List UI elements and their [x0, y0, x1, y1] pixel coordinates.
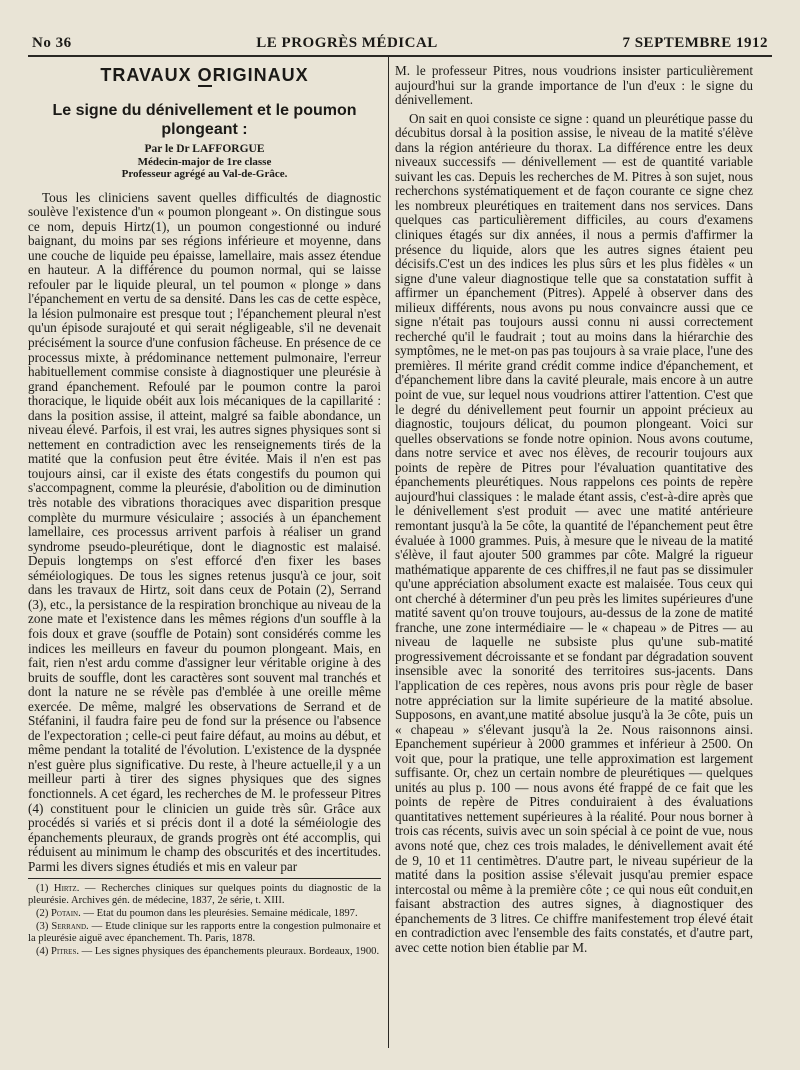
issue-date: 7 SEPTEMBRE 1912: [622, 35, 768, 51]
footnote-author: (4) Pitres.: [36, 946, 79, 958]
body-paragraph: M. le professeur Pitres, nous voudrions insister particulièrement aujourd'hui sur la grande importance de l'un d'eux : le signe du dénivellement.: [395, 64, 753, 108]
affiliation-line-1: Médecin-major de 1re classe: [137, 155, 272, 168]
footnote: [28, 883, 381, 907]
footnote-author: (1) Hirtz.: [36, 883, 80, 895]
affiliation-line-2: Professeur agrégé au Val-de-Grâce.: [121, 168, 288, 181]
article-title: Le signe du dénivellement et le poumon plongeant :: [52, 101, 357, 138]
footnote: [28, 946, 381, 958]
footnotes: [28, 883, 381, 958]
footnote-text: — Les signes physiques des épanchements pleuraux. Bordeaux, 1900.: [79, 946, 380, 958]
right-column: [395, 64, 753, 1048]
running-header: [32, 28, 768, 52]
section-title: TRAVAUX ORIGINAUX: [100, 65, 309, 85]
body-paragraph: On sait en quoi consiste ce signe : quand un pleurétique passe du décubitus dorsal à la position assise, le niveau de la matité s'élève dans la région antérieure du thorax. La différence entre les deux niveaux successifs — dénivellement — est de quantité variable suivant les cas. Depuis les recherches de M. Pitres à son sujet, nous recherchons systématiquement et de façon courante ce signe chez les nombreux pleurétiques en traitement dans nos services. Dans quelques cas particulièrement difficiles, au cours d'examens cliniques étagés sur dix années, il nous a permis d'affirmer la présence du liquide, alors que les autres signes étaient peu décisifs.C'est un des indices les plus sûrs et les plus fidèles « un signe d'une valeur diagnostique telle que sa constatation suffit à affirmer un épanchement (Pitres). Appelé à observer dans des milieux différents, nous avons pu nous convaincre aussi que ce signe n'était pas toujours aussi connu ni aussi correctement recherché qu'il le faudrait ; tout au moins dans la hiérarchie des symptômes, ne le met-on pas pas toujours à sa vraie place, l'une des premières. Il mérite grand crédit comme indice d'épanchement, et d'épanchement libre dans la cavité pleurale, mais encore à un autre point de vue, sur lequel nous voudrions attirer l'attention. C'est que le degré du dénivellement peut fournir un appoint précieux au diagnostic, toujours délicat, du poumon plongeant. Voici sur quelles observations se fonde notre opinion. Nous avons coutume, dans notre service et avec nos élèves, de recourir toujours aux points de repère de Pitres pour l'évaluation quantitative des épanchements pleurétiques. Nous rappelons ces points de repère aujourd'hui classiques : le malade étant assis, c'est-à-dire après que le dénivellement s'est produit — avec une matité antérieure remontant jusqu'à la 5e côte, la quantité de l'épanchement peut être évaluée à 1000 grammes. Puis, à mesure que le niveau de la matité s'élève, il faut ajouter 500 grammes par côte. Malgré la rigueur mathématique apparente de ces chiffres,il ne faut pas se dissimuler qu'une appréciation absolument exacte est malaisée. Tous ceux qui ont cherché à déterminer d'un peu près les limites supérieures d'une matité savent qu'on trouve toujours, au-dessus de la zone de matité franche, une zone intermédiaire — le « chapeau » de Pitres — au niveau de laquelle ne subsiste plus qu'une sub-matité progressivement décroissante et se fondant par dégradation souvent insensible avec la sonorité des territoires sus-jacents. Dans l'application de ces repères, nous avons pris pour règle de baser notre appréciation sur la limite supérieure de la matité absolue. Supposons, en avant,une matité absolue jusqu'à la 3e côte, puis un « chapeau » s'élevant jusqu'à la 2e. Nous raisonnons ainsi. Epanchement supérieur à 2000 grammes et inférieur à 2500. On voit que, pour la pratique, une telle approximation est largement suffisante. Or, chez un certain nombre de pleurétiques — quelques unités au plus p. 100 — nous avons été frappé de ce fait que les points de repère de Pitres conduiraient à des évaluations quantitatives nettement supérieures à la réalité. Pour nous borner à trois cas récents, suivis avec un soin spécial à ce point de vue, nous avons noté que, chez ces trois malades, le dénivellement avait été de 9, 10 et 11 centimètres. D'autre part, le niveau supérieur de la matité dans la position assise s'élevait jusqu'au premier espace intercostal ou même à la première côte ; ce qui nous eût conduit,en faisant abstraction des autres signes, à diagnostiquer des épanchements de 3 litres. Ce chiffre manifestement trop élevé était en contradiction avec l'ensemble des faits constatés, et d'autre part, avec cette notion bien établie par M.: [395, 110, 753, 955]
body-paragraph: Tous les cliniciens savent quelles difficultés de diagnostic soulève l'existence d'un « poumon plongeant ». On distingue sous ce nom, depuis Hirtz(1), un poumon congestionné ou induré baignant, du moins par ses régions inférieure et moyenne, dans une couche de liquide peu épaisse, lamellaire, mais assez étendue en hauteur. A la différence du poumon normal, qui se laisse refouler par le liquide pleural, un tel poumon « plonge » dans l'épanchement en vertu de sa densité. Dans les cas de cette espèce, la lésion pulmonaire est presque tout ; l'épanchement pleural n'est qu'un épisode surajouté et qui serait négligeable, s'il ne devenait précisément la source d'une confusion fâcheuse. En présence de ce processus mixte, à prédominance nettement pulmonaire, l'erreur habituellement commise consiste à diagnostiquer une pleurésie à grand épanchement. Refoulé par le poumon contre la paroi thoracique, le liquide obéit aux lois mécaniques de la capillarité : dans la position assise, il atteint, malgré sa faible abondance, un niveau élevé. Parfois, il est vrai, les autres signes physiques sont si nettement en contradiction avec les renseignements tirés de la matité que la confusion peut être évitée. Mais il n'en est pas toujours ainsi, car il existe des états congestifs du poumon qui s'accompagnent, comme la pleurésie, d'abolition ou de diminution très notable des vibrations thoraciques avec disparition presque complète du murmure vésiculaire ; associés à un épanchement lamellaire, ces processus arrivent parfois à réaliser un grand syndrome pseudo-pleurétique, dont le diagnostic est malaisé. Depuis longtemps on s'est efforcé d'en fixer les bases séméiologiques. De tous les signes retenus jusqu'à ce jour, soit dans les travaux de Hirtz, soit dans ceux de Potain (2), Serrand (3), etc., la persistance de la respiration bronchique au niveau de la zone mate et l'existence dans les mêmes régions d'un souffle à la fois doux et grave (souffle de Potain) sont considérés comme les indices les meilleurs en faveur du poumon plongeant. Mais, en fait, rien n'est ardu comme d'assigner leur véritable origine à des bruits de souffle, dont les caractères sont souvent mal tranchés et dont la nature ne se révèle pas d'emblée à une oreille même exercée. De même, malgré les observations de Serrand et de Stéfanini, il faudra faire peu de fond sur la présence ou l'absence de l'expectoration ; celle-ci peut faire défaut, au moins au début, et même pendant la totalité de l'évolution. L'existence de la dyspnée n'est guère plus significative. Du reste, à l'heure actuelle,il y a un meilleur parti à tirer des signes physiques que des signes fonctionnels. A cet égard, les recherches de M. le professeur Pitres (4) constituent pour le clinicien un guide très sûr. Grâce aux procédés si variés et si précis dont il a doté la séméiologie des épanchements pleuraux, de grands progrès ont été accomplis, qui réduisent au minimum le champ des obscurités et des incertitudes. Parmi les divers signes étudiés et mis en valeur par: [28, 189, 381, 874]
header-rule: [28, 55, 772, 57]
author-byline: Par le Dr LAFFORGUE: [144, 142, 265, 155]
footnote-author: (2) Potain.: [36, 908, 81, 920]
column-divider: [388, 57, 389, 1048]
footnote-text: — Recherches cliniques sur quelques points du diagnostic de la pleurésie. Archives gén. de médecine, 1837, 2e série, t. XIII.: [28, 883, 381, 907]
footnote-author: (3) Serrand.: [36, 921, 89, 933]
author-affiliation: [28, 156, 381, 181]
issue-number: No 36: [32, 35, 72, 51]
footnote: [28, 921, 381, 945]
footnote-text: — Etude clinique sur les rapports entre la congestion pulmonaire et la pleurésie aiguë avec épanchement. Th. Paris, 1878.: [28, 921, 381, 945]
journal-title: LE PROGRÈS MÉDICAL: [256, 35, 438, 51]
footnote-text: — Etat du poumon dans les pleurésies. Semaine médicale, 1897.: [80, 908, 358, 920]
footnote-rule: [28, 878, 381, 879]
left-column: [28, 64, 381, 1048]
footnote: [28, 908, 381, 920]
